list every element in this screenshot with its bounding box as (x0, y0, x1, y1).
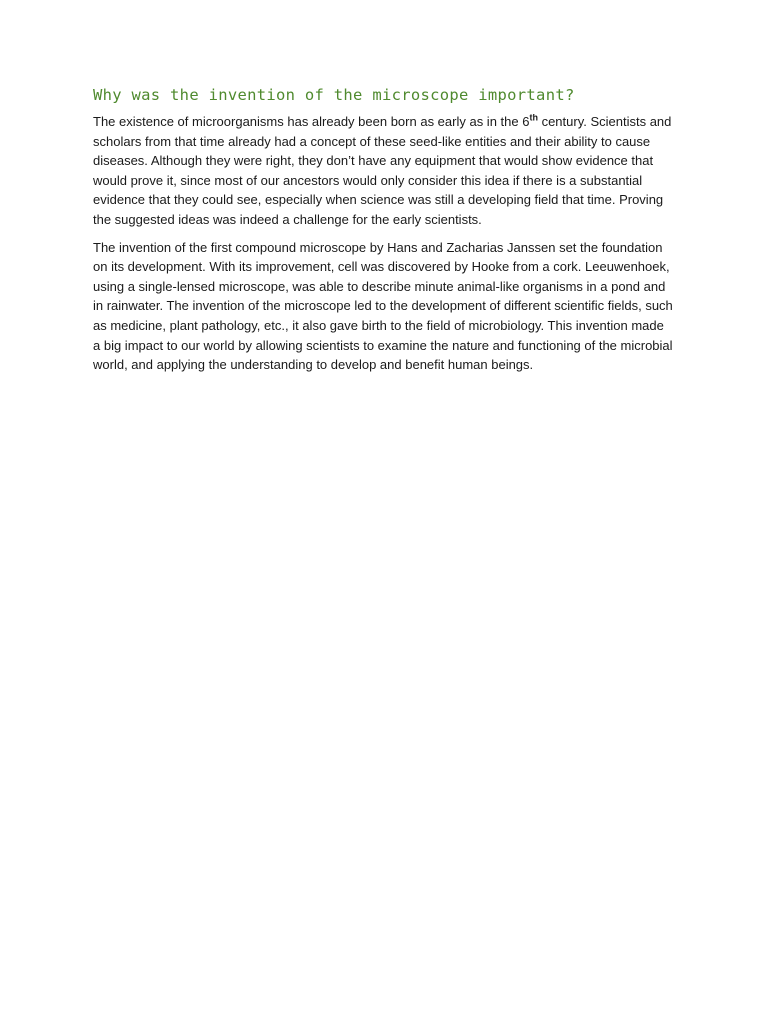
paragraph-1-text-start: The existence of microorganisms has already been born as early as in the 6 (93, 114, 530, 129)
paragraph-2: The invention of the first compound microscope by Hans and Zacharias Janssen set the foundation on its development. With its improvement, cell was discovered by Hooke from a cork. Leeuwenhoek, using a single-lensed microscope, was able to describe minute animal-like organisms in a pond and in rainwater. The invention of the microscope led to the development of different scientific fields, such as medicine, plant pathology, etc., it also gave birth to the field of microbiology. This invention made a big impact to our world by allowing scientists to examine the nature and functioning of the microbial world, and applying the understanding to develop and benefit human beings. (93, 239, 673, 373)
document-heading: Why was the invention of the microscope important? (93, 86, 575, 104)
document-content (93, 86, 673, 383)
paragraph-1 (93, 112, 673, 230)
ordinal-superscript: th (529, 112, 538, 123)
paragraph-1-text-rest: century. Scientists and scholars from that time already had a concept of these seed-like entities and their ability to cause diseases. Although they were right, they don’t have any equipment that would show evidence that would prove it, since most of our ancestors would only consider this idea if there is a substantial evidence that they could see, especially when science was still a developing field that time. Proving the suggested ideas was indeed a challenge for the early scientists. (93, 114, 672, 227)
